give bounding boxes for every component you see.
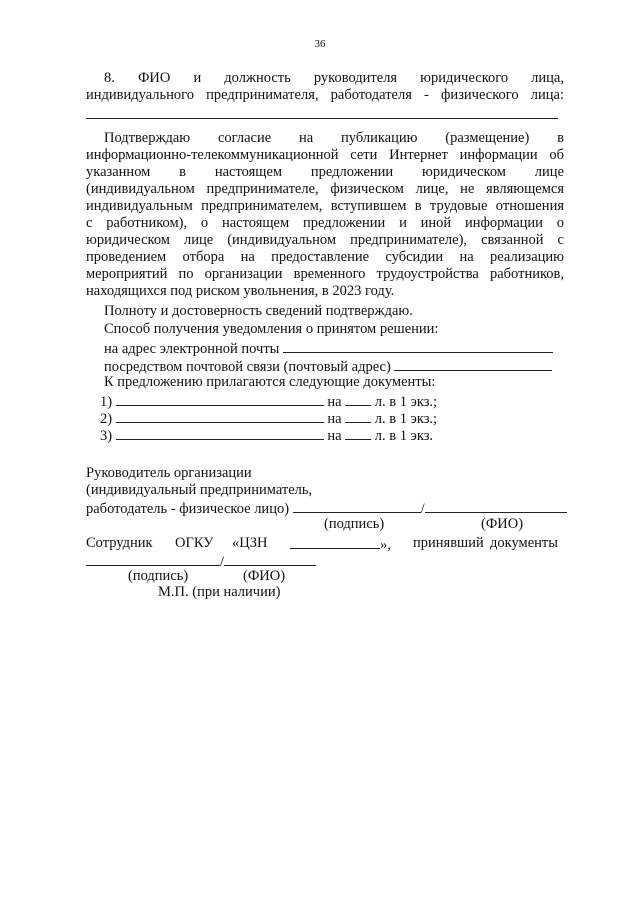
- consent-line-1: Подтверждаю согласие на публикацию (размещение) в: [104, 130, 564, 146]
- email-input-line[interactable]: [283, 339, 553, 353]
- employee-word-6: документы: [490, 535, 558, 551]
- head-slash: /: [420, 501, 425, 517]
- consent-line-5: индивидуальным предпринимателем, вступившем в трудовые отношения: [86, 198, 564, 214]
- document-pages-input-line[interactable]: [345, 426, 371, 440]
- head-name-caption: (ФИО): [481, 516, 524, 532]
- consent-line-2: информационно-телекоммуникационной сети Интернет информации об: [86, 147, 564, 163]
- consent-line-6: с работником), о настоящем предложении и иной информации о: [86, 215, 564, 231]
- consent-line-4: (индивидуальном предпринимателе, физическом лице, не являющемся: [86, 181, 564, 197]
- employee-word-5: принявший: [413, 535, 484, 551]
- documents-heading: К предложению прилагаются следующие документы:: [104, 374, 436, 390]
- document-on-label: на: [327, 428, 342, 444]
- consent-line-9: мероприятий по организации временного трудоустройства работников,: [86, 266, 564, 282]
- document-name-input-line[interactable]: [116, 409, 324, 423]
- employee-word-1: Сотрудник: [86, 535, 153, 551]
- stamp-note: М.П. (при наличии): [158, 584, 281, 600]
- head-line-1: Руководитель организации: [86, 465, 252, 481]
- document-on-label: на: [327, 394, 342, 410]
- head-line-2: (индивидуальный предприниматель,: [86, 482, 313, 498]
- head-line-3: работодатель - физическое лицо): [86, 501, 290, 517]
- document-item-number: 2): [100, 411, 113, 427]
- employee-slash: /: [220, 554, 225, 570]
- document-pages-input-line[interactable]: [345, 392, 371, 406]
- completeness-statement: Полноту и достоверность сведений подтверждаю.: [104, 303, 413, 319]
- document-name-input-line[interactable]: [116, 392, 324, 406]
- section8-blank-line[interactable]: [86, 118, 558, 119]
- consent-line-7: юридическом лице (индивидуальном предпринимателе), связанной с: [86, 232, 564, 248]
- employee-signature-caption: (подпись): [128, 568, 189, 584]
- email-label: на адрес электронной почты: [104, 341, 280, 357]
- email-row: [104, 339, 553, 358]
- consent-line-3: указанном в настоящем предложении юридическом лице: [86, 164, 564, 180]
- document-item-number: 3): [100, 428, 113, 444]
- employee-signature-input-line[interactable]: [86, 552, 220, 566]
- document-item-3: [100, 426, 433, 445]
- document-copies-label: л. в 1 экз.;: [374, 394, 438, 410]
- document-pages-input-line[interactable]: [345, 409, 371, 423]
- postal-address-input-line[interactable]: [394, 357, 552, 371]
- section8-line1: 8. ФИО и должность руководителя юридического лица,: [104, 70, 564, 86]
- employee-word-3: «ЦЗН: [232, 535, 268, 551]
- head-name-input-line[interactable]: [425, 499, 567, 513]
- page-number: 36: [314, 38, 326, 50]
- employee-word-2: ОГКУ: [175, 535, 214, 551]
- head-signature-input-line[interactable]: [293, 499, 421, 513]
- employee-name-input-line[interactable]: [224, 552, 316, 566]
- document-item-number: 1): [100, 394, 113, 410]
- head-signature-caption: (подпись): [324, 516, 385, 532]
- notification-heading: Способ получения уведомления о принятом решении:: [104, 321, 439, 337]
- post-label: посредством почтовой связи (почтовый адрес): [104, 359, 391, 375]
- consent-line-10: находящихся под риском увольнения, в 2023 году.: [86, 283, 395, 299]
- employee-name-caption: (ФИО): [243, 568, 286, 584]
- document-on-label: на: [327, 411, 342, 427]
- employee-word-4: »,: [380, 537, 391, 553]
- czn-name-input-line[interactable]: [290, 535, 380, 549]
- document-copies-label: л. в 1 экз.: [374, 428, 434, 444]
- section8-line2: индивидуального предпринимателя, работодателя - физического лица:: [86, 87, 564, 103]
- document-name-input-line[interactable]: [116, 426, 324, 440]
- document-copies-label: л. в 1 экз.;: [374, 411, 438, 427]
- consent-line-8: проведением отбора на предоставление субсидии на реализацию: [86, 249, 564, 265]
